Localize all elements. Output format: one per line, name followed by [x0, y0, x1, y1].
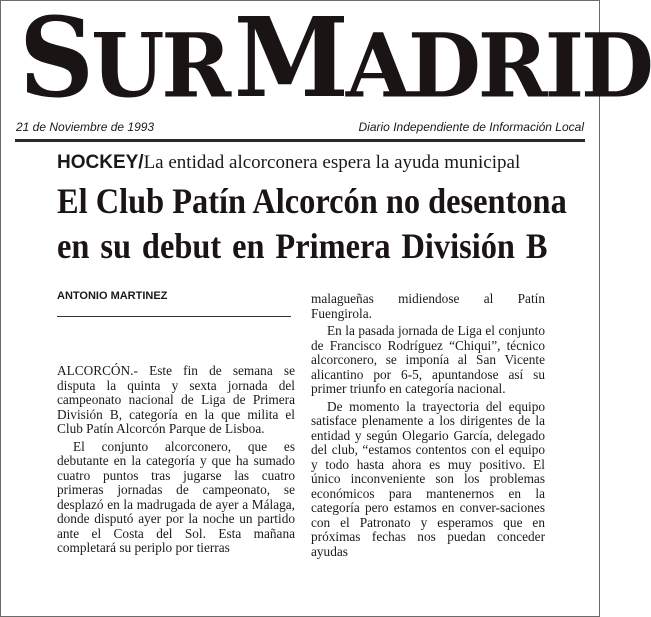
section-separator: / — [138, 152, 144, 173]
article-column-2 — [311, 292, 545, 559]
issue-date: 21 de Noviembre de 1993 — [16, 120, 155, 134]
paragraph: El conjunto alcorconero, que es debutante en la categoría y que ha sumado cuatro puntos tras jugarse las cuatro primeras jornadas de campeonato, se desplazó en la madrugada de ayer a Málaga, donde disputó ayer por la noche un partido ante el Costa del Sol. Esta mañana completará su periplo por tierras — [57, 438, 295, 555]
paragraph: De momento la trayectoria del equipo satisface plenamente a los dirigentes de la entidad y según Olegario García, delegado del club, “estamos contentos con el equipo y todo hasta ahora es muy positivo. El único inconveniente son los problemas económicos para mantenernos en la categoría pero estamos en conver-saciones con el Patronato y esperamos que en próximas fechas nos puedan conceder ayudas — [311, 398, 545, 559]
newspaper-tagline: Diario Independiente de Información Local — [358, 120, 584, 134]
masthead-title — [19, 0, 651, 123]
paragraph: En la pasada jornada de Liga el conjunto de Francisco Rodríguez “Chiqui”, técnico alcorconero, se imponía al San Vicente alicantino por 6-5, apuntandose así su primer triunfo en categoría nacional. — [311, 323, 545, 396]
headline-line: en su debut en Primera División B — [57, 226, 548, 266]
article-kicker — [57, 152, 520, 174]
byline: ANTONIO MARTINEZ — [57, 290, 168, 302]
headline-line: El Club Patín Alcorcón no desentona — [57, 181, 567, 221]
masthead-divider — [15, 139, 585, 142]
paragraph: malagueñas midiendose al Patín Fuengirola. — [311, 291, 545, 321]
masthead-letters: UR — [91, 13, 229, 118]
paragraph: ALCORCÓN.- Este fin de semana se disputa la quinta y sexta jornada del campeonato nacional de Liga de Primera División B, categoría en la que milita el Club Patín Alcorcón Parque de Lisboa. — [57, 363, 295, 436]
masthead-letter: M — [233, 0, 346, 123]
article-column-1 — [57, 364, 295, 556]
masthead-letter: S — [19, 0, 92, 123]
byline-divider — [57, 316, 291, 317]
article-headline — [57, 179, 567, 269]
kicker-text: La entidad alcorconera espera la ayuda municipal — [143, 152, 521, 173]
masthead-letters: ADRID — [345, 13, 651, 118]
section-label: HOCKEY — [57, 152, 139, 173]
